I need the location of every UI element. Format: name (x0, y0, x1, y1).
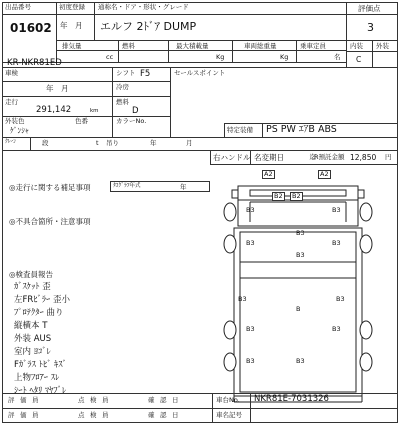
inspector-line: 室内 ﾖｺﾞﾚ (14, 347, 51, 357)
color-no2-label: カラーNo. (116, 117, 147, 125)
change-value: 迄 (290, 153, 316, 161)
inspector-line: 外装 AUS (14, 334, 52, 344)
divider (94, 2, 95, 40)
footer-cell: 確 (148, 396, 155, 404)
divider (224, 123, 225, 137)
crane-ton: t (96, 139, 99, 147)
r-deposit-label: R預託金額 (314, 153, 345, 161)
score-label: 評価点 (358, 4, 381, 13)
seats-label: 乗車定員 (300, 42, 326, 50)
divider (212, 393, 213, 423)
divider (346, 2, 347, 67)
footer-cell: 評 (8, 396, 15, 404)
divider (262, 123, 263, 137)
divider (170, 67, 171, 137)
footer-cell: 検 (90, 396, 97, 404)
inspection-label: 車検 (5, 69, 18, 77)
inspector-line: 縦横本 T (14, 321, 48, 331)
inspector-line: ﾌﾟﾛﾃｸﾀｰ 曲り (14, 308, 64, 318)
divider (2, 137, 398, 138)
truck-diagram (210, 166, 390, 404)
damage-label: B3 (246, 206, 255, 214)
footer-cell: 価 (20, 396, 27, 404)
divider (2, 81, 170, 82)
displacement-label: 排気量 (62, 42, 82, 50)
model-name: エルフ 2ﾄﾞｱ DUMP (100, 20, 197, 33)
divider (56, 50, 346, 51)
divider (118, 40, 119, 62)
damage-label: B3 (246, 239, 255, 247)
damage-label: B3 (246, 325, 255, 333)
footer-cell: 検 (90, 411, 97, 419)
inspector-lines (14, 283, 70, 400)
damage-label: B3 (238, 295, 247, 303)
divider (210, 150, 211, 164)
inspection-value: 年 月 (46, 84, 69, 93)
color-label: 外装色 (5, 117, 25, 125)
footer-cell: 確 (148, 411, 155, 419)
damage-label: B3 (332, 325, 341, 333)
footer-cell: 評 (8, 411, 15, 419)
inspector-line: 左FRﾋﾞﾗｰ 歪小 (14, 295, 70, 305)
divider (56, 40, 346, 41)
chassis-label: 車台No. (216, 396, 240, 404)
lot-number: 01602 (10, 21, 52, 35)
divider (2, 96, 170, 97)
tacho-label: ﾀｺｸﾞﾗﾌ年式 (113, 183, 141, 189)
fuel2-value: D (132, 106, 139, 116)
modified-label: ◎走行に関する補足事項 (9, 183, 91, 192)
shift-label: シフト (116, 69, 136, 77)
fuel-label: 燃料 (122, 42, 135, 50)
divider (232, 40, 233, 62)
color-value: ｹﾞﾝｼｬ (10, 126, 29, 135)
damage-label: B3 (332, 239, 341, 247)
divider (2, 393, 398, 394)
color-no-label: 色番 (75, 117, 88, 125)
registration-value: 年 月 (60, 21, 83, 30)
crane-stage: 段 (42, 139, 49, 147)
model-label: 通称名・ドア・形状・グレード (98, 3, 189, 11)
tacho-year: 年 (180, 183, 187, 191)
damage-label: B3 (336, 295, 345, 303)
divider (346, 51, 398, 52)
change-label: 名変期日 (254, 153, 284, 162)
inspector-line: Fｶﾞﾗｽ ﾄﾋﾞ ｷｽﾞ (14, 360, 67, 370)
gross-label: 車両総重量 (244, 42, 277, 50)
seats-unit: 名 (334, 53, 341, 61)
inspector-line: ｶﾞｽｹｯﾄ 歪 (14, 282, 51, 292)
divider (210, 164, 398, 165)
damage-label: A2 (320, 170, 329, 178)
footer-cell: 員 (102, 411, 109, 419)
kg-unit: Kg (280, 53, 289, 61)
divider (168, 40, 169, 62)
damage-label: B2 (292, 192, 301, 200)
divider (372, 40, 373, 67)
damage-label: B3 (246, 357, 255, 365)
ac-label: 冷房 (116, 83, 129, 91)
mileage-value: 291,142 (36, 105, 72, 115)
equipment-label: 特定装備 (227, 126, 253, 134)
yen-unit: 円 (385, 153, 392, 161)
divider (30, 137, 31, 150)
divider (346, 14, 398, 15)
crane-month: 月 (186, 139, 193, 147)
damage-label: B (296, 305, 301, 313)
sales-point-label: セールスポイント (174, 69, 226, 77)
model-code: KR-NKR81ED (7, 58, 62, 68)
kg-unit: Kg (216, 53, 225, 61)
inspector-line: ｼｰﾄ ﾍﾀﾘ ﾏﾔﾌﾞﾚ (14, 386, 67, 396)
exterior-label: 外装 (376, 42, 389, 50)
damage-label: B3 (296, 357, 305, 365)
crane-year: 年 (150, 139, 157, 147)
footer-cell: 認 (160, 411, 167, 419)
equipment-value: PS PW ｴｱB ABS (266, 124, 337, 135)
damage-label: B2 (274, 192, 283, 200)
interior-label: 内装 (350, 42, 363, 50)
inspector-label: ◎検査員報告 (9, 270, 54, 279)
mileage-label: 走行 (5, 98, 18, 106)
score-value: 3 (367, 21, 374, 34)
damage-label: A2 (264, 170, 273, 178)
crane-label: ｸﾚｰﾝ (5, 139, 17, 145)
pub-label: 車名記号 (216, 411, 242, 419)
footer-cell: 日 (172, 396, 179, 404)
damage-label: B3 (332, 206, 341, 214)
footer-cell: 員 (32, 411, 39, 419)
footer-cell: 価 (20, 411, 27, 419)
divider (296, 40, 297, 62)
divider (2, 408, 398, 409)
handle-label: 右ハンドル (213, 153, 251, 162)
interior-grade: C (356, 55, 362, 64)
divider (112, 67, 113, 137)
divider (56, 2, 57, 62)
footer-cell: 員 (102, 396, 109, 404)
lot-label: 出品番号 (5, 3, 31, 11)
inspector-line: 上物ﾌﾛｱｰ ｽﾚ (14, 373, 60, 383)
footer-cell: 点 (78, 396, 85, 404)
shift-value: F5 (140, 69, 151, 79)
divider (2, 14, 346, 15)
fuel2-label: 燃料 (116, 98, 129, 106)
divider (2, 150, 398, 151)
cc-unit: cc (106, 53, 114, 61)
mileage-unit: km (90, 108, 99, 114)
damage-label: B3 (296, 251, 305, 259)
footer-cell: 員 (32, 396, 39, 404)
registration-label: 初度登録 (59, 3, 85, 11)
footer-cell: 日 (172, 411, 179, 419)
divider (250, 393, 251, 423)
r-deposit-value: 12,850 (350, 153, 377, 162)
chassis-number: NKR81E-7031326 (254, 394, 329, 404)
footer-cell: 認 (160, 396, 167, 404)
damage-label: B3 (296, 229, 305, 237)
crane-tsuri: 吊り (106, 139, 119, 147)
defects-label: ◎不具合箇所・注意事項 (9, 217, 91, 226)
capacity-label: 最大積載量 (176, 42, 209, 50)
footer-cell: 点 (78, 411, 85, 419)
